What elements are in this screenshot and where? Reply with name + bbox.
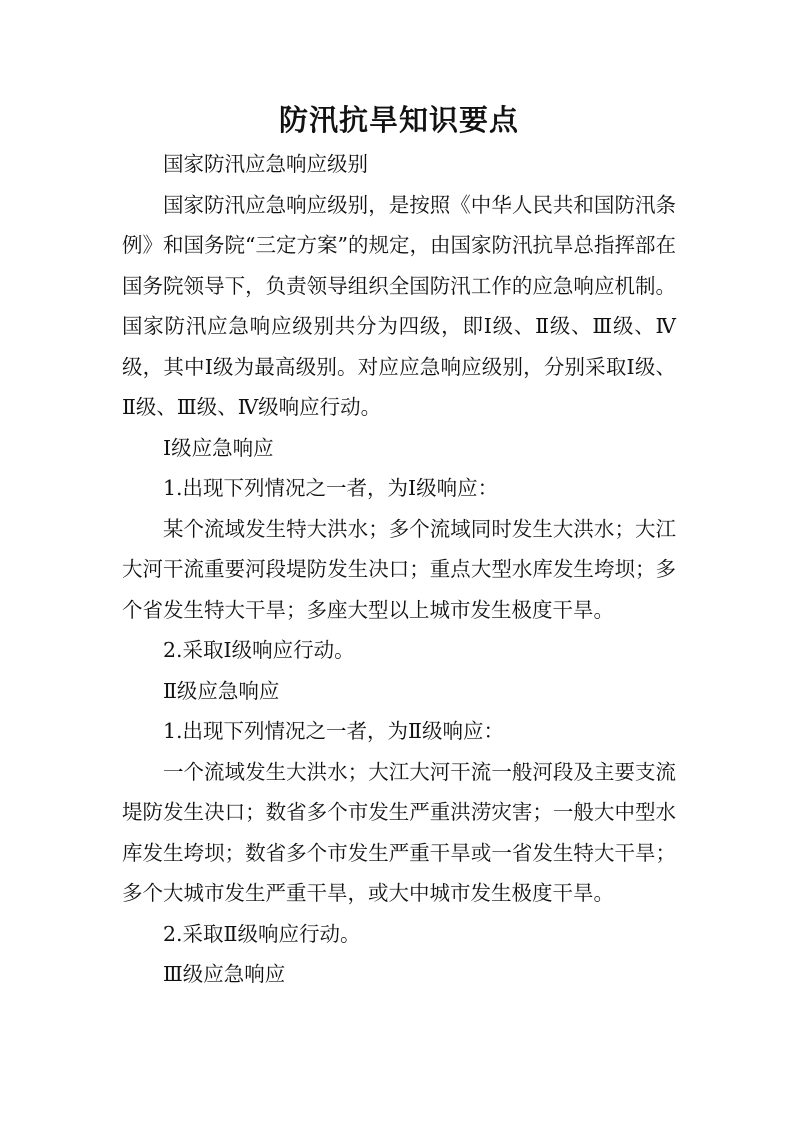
paragraph-level-1-conditions-intro: 1.出现下列情况之一者，为Ⅰ级响应：	[163, 476, 499, 500]
paragraph-level-2-conditions-intro: 1.出现下列情况之一者，为Ⅱ级响应：	[163, 719, 504, 743]
paragraph-level-1-action: 2.采取Ⅰ级响应行动。	[163, 638, 355, 662]
paragraph-level-2-conditions: 一个流域发生大洪水；大江大河干流一般河段及主要支流堤防发生决口；数省多个市发生严重洪涝灾害；一般大中型水库发生垮坝；数省多个市发生严重干旱或一省发生特大干旱；多个大城市发生严重干旱，或大中城市发生极度干旱。	[122, 759, 676, 905]
section-heading-level-3: Ⅲ级应急响应	[163, 962, 286, 986]
section-heading-level-2: Ⅱ级应急响应	[163, 678, 280, 703]
paragraph-levels-overview: 国家防汛应急响应级别，是按照《中华人民共和国防汛条例》和国务院“三定方案”的规定，由国家防汛抗旱总指挥部在国务院领导下，负责领导组织全国防汛工作的应急响应机制。国家防汛应急响应级别共分为四级，即Ⅰ级、Ⅱ级、Ⅲ级、Ⅳ级，其中Ⅰ级为最高级别。对应应急响应级别，分别采取Ⅰ级、Ⅱ级、Ⅲ级、Ⅳ级响应行动。	[122, 192, 676, 419]
document-title: 防汛抗旱知识要点	[278, 103, 519, 137]
section-heading-level-1: Ⅰ级应急响应	[163, 435, 274, 460]
paragraph-level-1-conditions: 某个流域发生特大洪水；多个流域同时发生大洪水；大江大河干流重要河段堤防发生决口；重点大型水库发生垮坝；多个省发生特大干旱；多座大型以上城市发生极度干旱。	[122, 516, 676, 622]
paragraph-level-2-action: 2.采取Ⅱ级响应行动。	[163, 921, 361, 946]
section-heading-national-levels: 国家防汛应急响应级别	[163, 152, 368, 176]
